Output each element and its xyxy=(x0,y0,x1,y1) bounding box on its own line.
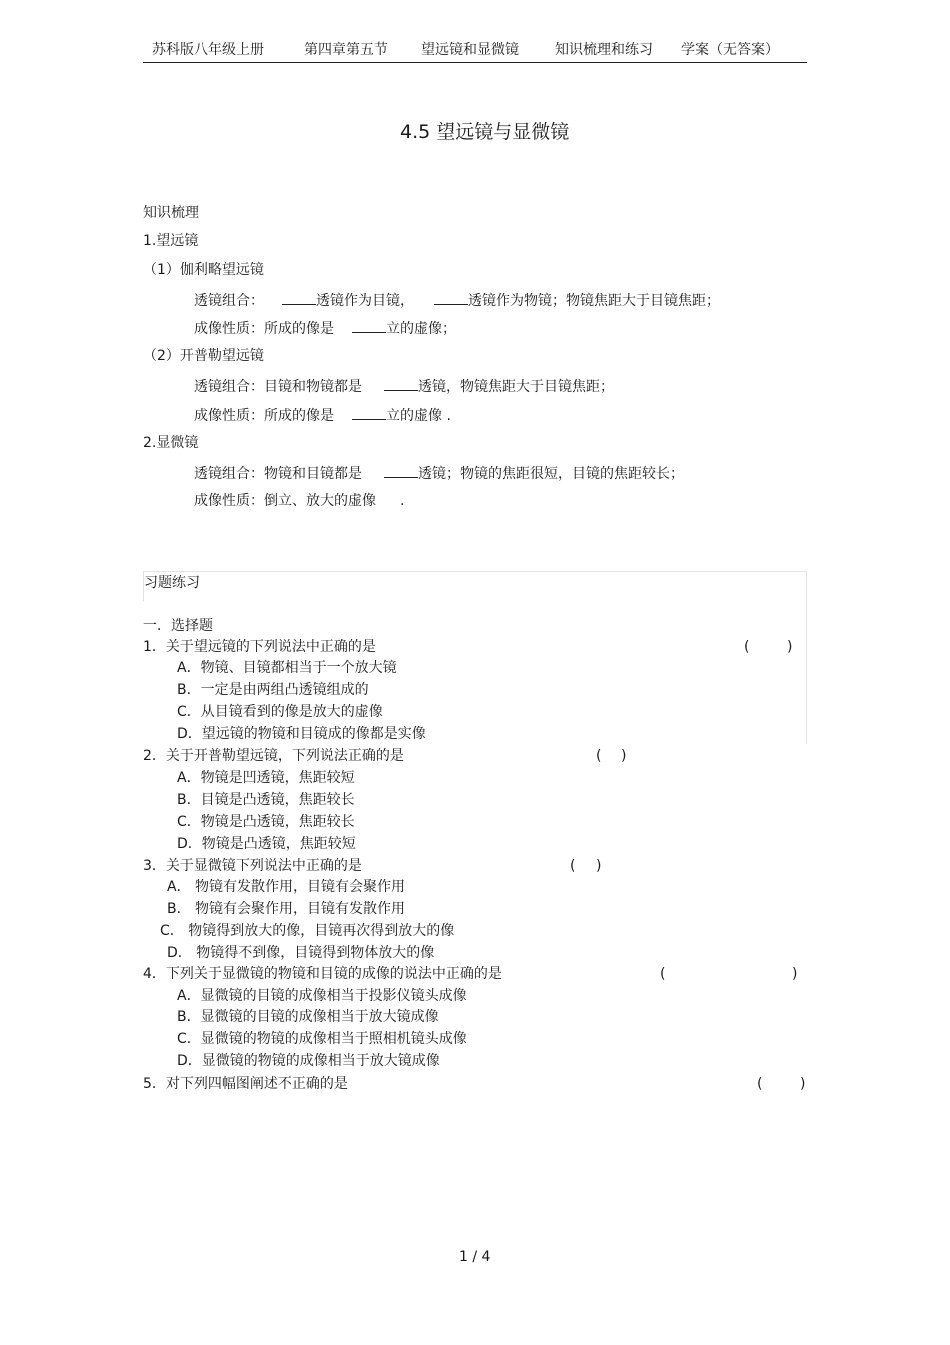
answer-paren-close: ) xyxy=(792,966,798,982)
text-segment: 立的虚像； xyxy=(386,321,456,337)
galilean-image-nature xyxy=(194,318,456,338)
question-2-option-c[interactable]: C．物镜是凸透镜，焦距较长 xyxy=(177,814,355,830)
answer-paren-open: ( xyxy=(757,1076,763,1092)
answer-paren-close: ) xyxy=(787,639,793,655)
question-4-stem: 4．下列关于显微镜的物镜和目镜的成像的说法中正确的是 xyxy=(143,966,502,982)
fill-blank[interactable] xyxy=(434,290,468,305)
question-5-stem: 5．对下列四幅图阐述不正确的是 xyxy=(143,1076,348,1092)
microscope-image-nature xyxy=(194,492,404,510)
galilean-telescope: （1）伽利略望远镜 xyxy=(143,262,264,278)
text-segment: 透镜作为目镜， xyxy=(316,293,414,309)
text-segment: 透镜，物镜焦距大于目镜焦距； xyxy=(418,379,614,395)
galilean-lens-combo xyxy=(194,290,720,310)
question-3-option-a[interactable]: A． 物镜有发散作用，目镜有会聚作用 xyxy=(167,879,406,895)
exercise-heading: 习题练习 xyxy=(144,575,200,591)
text-segment: 成像性质：所成的像是 xyxy=(194,408,334,424)
question-1-option-a[interactable]: A．物镜、目镜都相当于一个放大镜 xyxy=(177,660,397,676)
question-2-option-d[interactable]: D．物镜是凸透镜，焦距较短 xyxy=(177,836,356,852)
header-rule xyxy=(143,62,807,63)
text-segment: 透镜组合：物镜和目镜都是 xyxy=(194,466,362,482)
kepler-lens-combo xyxy=(194,376,614,396)
text-segment: 透镜；物镜的焦距很短，目镜的焦距较长； xyxy=(418,466,684,482)
choice-section-title: 一．选择题 xyxy=(143,618,213,634)
page-title: 4.5 望远镜与显微镜 xyxy=(400,121,570,143)
fill-blank[interactable] xyxy=(384,376,418,391)
header-topic: 望远镜和显微镜 xyxy=(421,42,519,58)
fill-blank[interactable] xyxy=(352,405,386,420)
answer-paren-open: ( xyxy=(596,748,602,764)
answer-paren-open: ( xyxy=(744,639,750,655)
fill-blank[interactable] xyxy=(282,290,316,305)
section-microscope: 2.显微镜 xyxy=(143,435,199,451)
text-segment: 透镜组合： xyxy=(194,293,264,309)
header-type: 学案（无答案） xyxy=(681,42,779,58)
question-4-option-d[interactable]: D．显微镜的物镜的成像相当于放大镜成像 xyxy=(177,1053,440,1069)
question-1-option-c[interactable]: C．从目镜看到的像是放大的虚像 xyxy=(177,704,383,720)
text-segment: 成像性质：所成的像是 xyxy=(194,321,334,337)
fill-blank[interactable] xyxy=(384,463,418,478)
page-number: 1 / 4 xyxy=(459,1249,491,1265)
question-3-option-d[interactable]: D． 物镜得不到像，目镜得到物体放大的像 xyxy=(167,945,435,961)
question-4-option-b[interactable]: B．显微镜的目镜的成像相当于放大镜成像 xyxy=(177,1009,439,1025)
kepler-image-nature xyxy=(194,405,451,425)
question-3-stem: 3．关于显微镜下列说法中正确的是 xyxy=(143,858,362,874)
answer-paren-close: ) xyxy=(800,1076,806,1092)
question-2-option-a[interactable]: A．物镜是凹透镜，焦距较短 xyxy=(177,770,355,786)
text-segment: 立的虚像 . xyxy=(386,408,451,424)
header-chapter: 第四章第五节 xyxy=(304,42,388,58)
answer-paren-open: ( xyxy=(660,966,666,982)
question-1-stem: 1．关于望远镜的下列说法中正确的是 xyxy=(143,639,376,655)
question-4-option-c[interactable]: C．显微镜的物镜的成像相当于照相机镜头成像 xyxy=(177,1031,467,1047)
text-segment: 透镜作为物镜；物镜焦距大于目镜焦距； xyxy=(468,293,720,309)
header-part: 知识梳理和练习 xyxy=(555,42,653,58)
answer-paren-close: ) xyxy=(596,858,602,874)
answer-paren-open: ( xyxy=(570,858,576,874)
question-2-stem: 2．关于开普勒望远镜，下列说法正确的是 xyxy=(143,748,404,764)
knowledge-heading: 知识梳理 xyxy=(143,205,199,221)
answer-paren-close: ) xyxy=(621,748,627,764)
header-book: 苏科版八年级上册 xyxy=(152,42,264,58)
microscope-lens-combo xyxy=(194,463,684,483)
question-1-option-d[interactable]: D．望远镜的物镜和目镜成的像都是实像 xyxy=(177,726,426,742)
text-segment: 成像性质：倒立、放大的虚像 xyxy=(194,493,376,509)
question-3-option-c[interactable]: C． 物镜得到放大的像，目镜再次得到放大的像 xyxy=(160,923,455,939)
kepler-telescope: （2）开普勒望远镜 xyxy=(143,348,264,364)
question-4-option-a[interactable]: A．显微镜的目镜的成像相当于投影仪镜头成像 xyxy=(177,988,467,1004)
text-segment: . xyxy=(400,493,405,509)
fill-blank[interactable] xyxy=(352,318,386,333)
text-segment: 透镜组合：目镜和物镜都是 xyxy=(194,379,362,395)
question-3-option-b[interactable]: B． 物镜有会聚作用，目镜有发散作用 xyxy=(167,901,406,917)
question-1-option-b[interactable]: B．一定是由两组凸透镜组成的 xyxy=(177,682,369,698)
question-2-option-b[interactable]: B．目镜是凸透镜，焦距较长 xyxy=(177,792,355,808)
section-telescope: 1.望远镜 xyxy=(143,233,199,249)
